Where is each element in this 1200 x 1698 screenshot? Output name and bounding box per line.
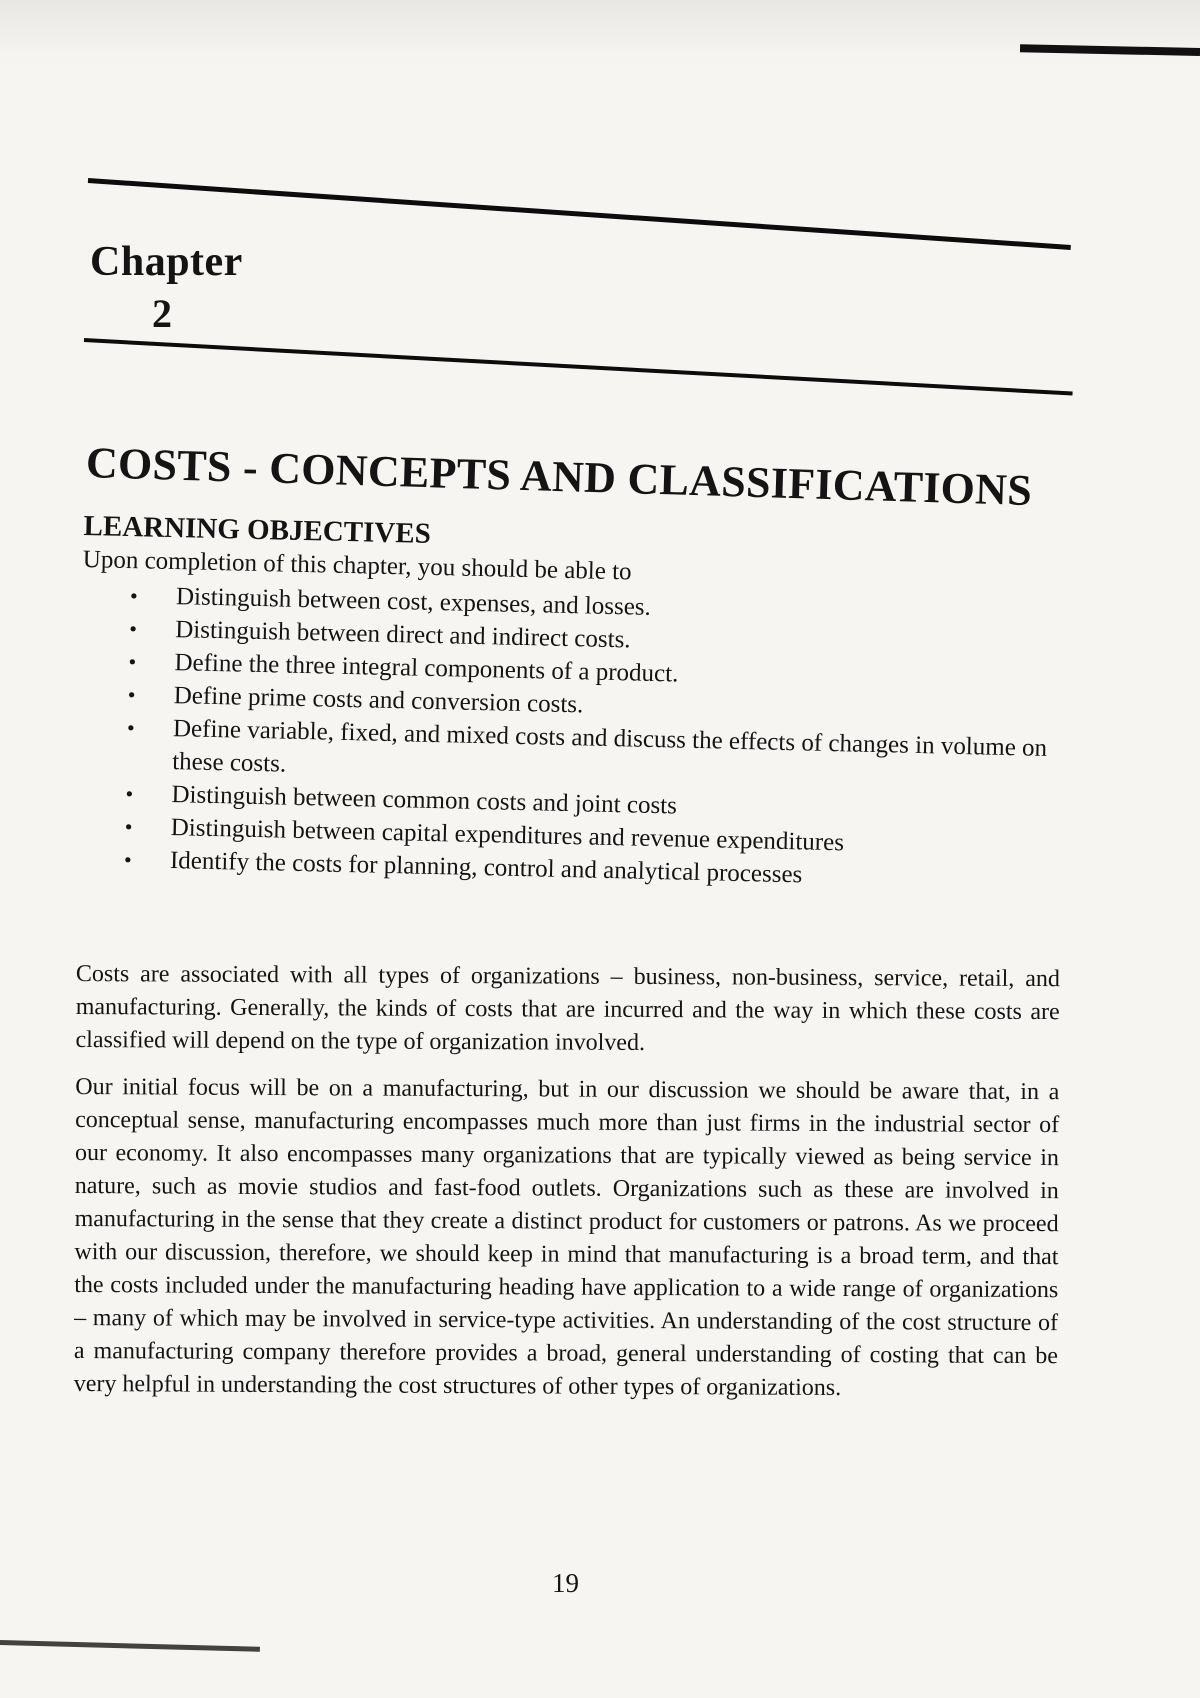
bullet-icon: • [128, 616, 138, 642]
body-paragraph: Our initial focus will be on a manufacturing, but in our discussion we should be aware that, in a conceptual sense, manufacturing encompasses much more than just firms in the industrial sector of our economy. It also encompasses many organizations that are typically viewed as being service in nature, such as movie studios and fast-food outlets. Organizations such as these are involved in manufacturing in the sense that they create a distinct product for customers or patrons. As we proceed with our discussion, therefore, we should keep in mind that manufacturing is a broad term, and that the costs included under the manufacturing heading have application to a wide range of organizations – many of which may be involved in service-type activities. An understanding of the cost structure of a manufacturing company therefore provides a broad, general understanding of costing that can be very helpful in understanding the cost structures of other types of organizations. [73, 1073, 1060, 1402]
bullet-icon: • [128, 649, 137, 675]
objective-item: • Define variable, fixed, and mixed costs and discuss the effects of changes in volume on these costs. [78, 710, 1079, 799]
bullet-icon: • [125, 781, 134, 807]
objective-item: • Distinguish between capital expenditures and revenue expenditures [76, 809, 1076, 865]
bullet-icon: • [126, 715, 136, 741]
objective-item: • Distinguish between common costs and joint costs [77, 776, 1077, 832]
chapter-number: 2 [152, 291, 172, 336]
objective-item: • Distinguish between cost, expenses, and losses. [82, 578, 1082, 634]
body-paragraph: Costs are associated with all types of organizations – business, non-business, service, retail, and manufacturing. Generally, the kinds of costs that are incurred and the way in which these costs are classified will depend on the type of organization involved. [75, 960, 1060, 1056]
chapter-label: Chapter [90, 239, 243, 285]
bullet-icon: • [129, 583, 139, 609]
objectives-intro: Upon completion of this chapter, you should be able to [82, 545, 632, 586]
objectives-list [76, 578, 1082, 898]
chapter-body [74, 958, 1060, 1420]
objective-item: • Define prime costs and conversion costs. [79, 677, 1079, 733]
objective-item: • Define the three integral components of a product. [80, 644, 1080, 700]
chapter-rule-bottom [84, 338, 1073, 396]
objective-item: • Distinguish between direct and indirect costs. [81, 611, 1081, 667]
objectives-heading: LEARNING OBJECTIVES [83, 509, 432, 550]
objective-item: • Identify the costs for planning, control and analytical processes [76, 842, 1076, 898]
chapter-title: COSTS - CONCEPTS AND CLASSIFICATIONS [85, 438, 1033, 516]
bullet-icon: • [123, 847, 133, 873]
bullet-icon: • [124, 814, 133, 840]
learning-objectives [76, 508, 1084, 898]
page-edge-bottom [0, 1640, 260, 1652]
page-number: 19 [552, 1568, 579, 1598]
bullet-icon: • [127, 682, 136, 708]
